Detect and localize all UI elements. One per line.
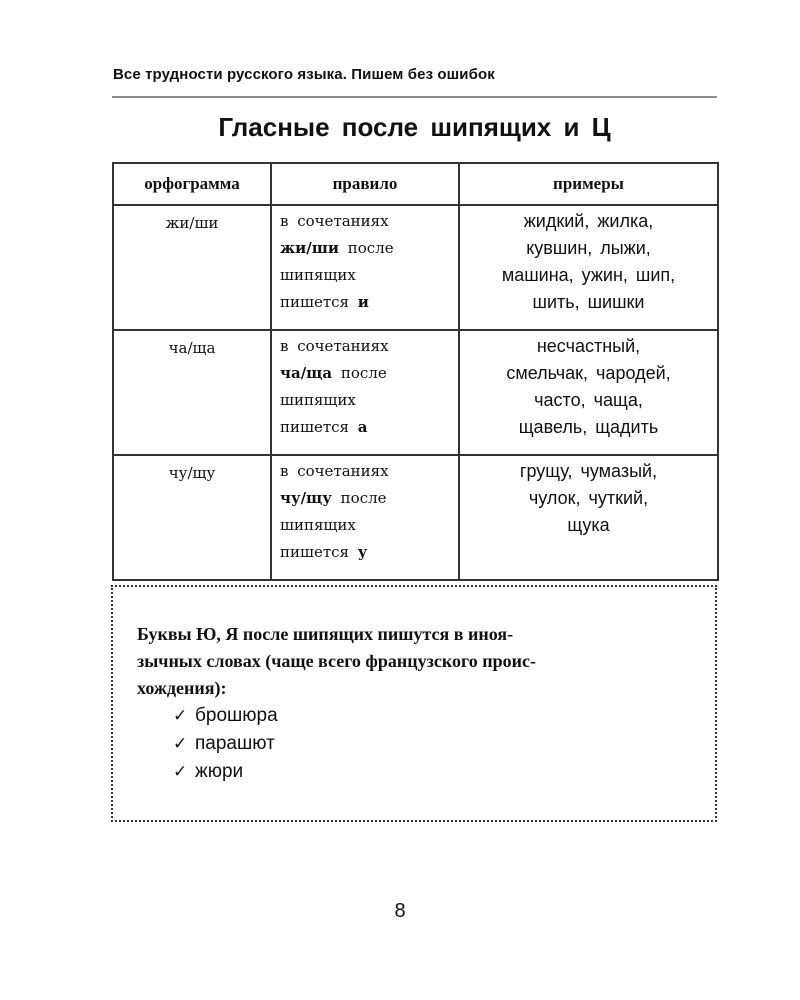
rule-line [280,485,458,512]
list-item [173,702,278,730]
rule-text: после [339,239,394,257]
example-line: смельчак, чародей, [506,363,671,383]
page-title: Гласные после шипящих и Ц [218,112,611,142]
rule-line [280,539,458,566]
rule-cell [271,330,459,455]
table-row [113,205,718,330]
rule-line [280,414,458,441]
rule-line [280,235,458,262]
rule-text: пишется [280,418,358,436]
header-spelling: орфограмма [113,163,271,205]
examples-cell [459,455,718,580]
example-line: несчастный, [536,336,641,356]
checkmark-icon: ✓ [173,706,188,726]
header-rule [112,96,717,98]
examples-cell [459,330,718,455]
example-line: грущу, чумазый, [519,461,658,481]
rule-cell [271,455,459,580]
rule-vowel: у [357,543,368,561]
rule-text: после [331,489,387,507]
header-rule: правило [271,163,459,205]
rule-text: пишется [280,293,358,311]
rule-line: в сочетаниях [280,337,389,355]
rule-letters: чу/щу [280,489,332,507]
list-item-text: брошюра [195,705,278,726]
examples-cell [459,205,718,330]
example-line: щавель, щадить [518,417,659,437]
page-number: 8 [394,900,406,922]
checkmark-icon: ✓ [173,762,188,782]
spelling-cell: жи/ши [113,205,271,330]
spelling-cell: ча/ща [113,330,271,455]
table-row [113,455,718,580]
table-header-row [113,163,718,205]
example-line: часто, чаща, [534,390,643,410]
rule-line: в сочетаниях [280,462,389,480]
running-head: Все трудности русского языка. Пишем без ошибок [113,66,495,83]
rule-vowel: и [357,293,369,311]
rules-table [112,162,719,581]
rule-letters: ча/ща [280,364,333,382]
loanword-list [173,702,278,786]
note-text [137,621,697,702]
example-line: щука [567,515,610,535]
list-item [173,730,278,758]
rule-line: шипящих [280,516,356,534]
note-box [111,585,717,822]
example-line: жидкий, жилка, [523,211,654,231]
rule-line [280,289,458,316]
list-item-text: жюри [195,761,244,782]
rule-line [280,360,458,387]
rule-letters: жи/ши [280,239,339,257]
list-item-text: парашют [195,733,275,754]
rule-text: пишется [280,543,358,561]
rule-cell [271,205,459,330]
spelling-cell: чу/щу [113,455,271,580]
rule-line: шипящих [280,266,356,284]
example-line: шить, шишки [532,292,645,312]
note-line: Буквы Ю, Я после шипящих пишутся в иноя- [137,624,514,644]
example-line: машина, ужин, шип, [501,265,676,285]
rule-vowel: а [357,418,368,436]
note-line: хождения): [137,678,227,698]
note-line: зычных словах (чаще всего французского проис- [137,651,536,671]
example-line: кувшин, лыжи, [526,238,651,258]
rule-line: шипящих [280,391,356,409]
rule-line: в сочетаниях [280,212,389,230]
list-item [173,758,278,786]
checkmark-icon: ✓ [173,734,188,754]
example-line: чулок, чуткий, [528,488,649,508]
header-examples: примеры [459,163,718,205]
rule-text: после [332,364,387,382]
table-row [113,330,718,455]
